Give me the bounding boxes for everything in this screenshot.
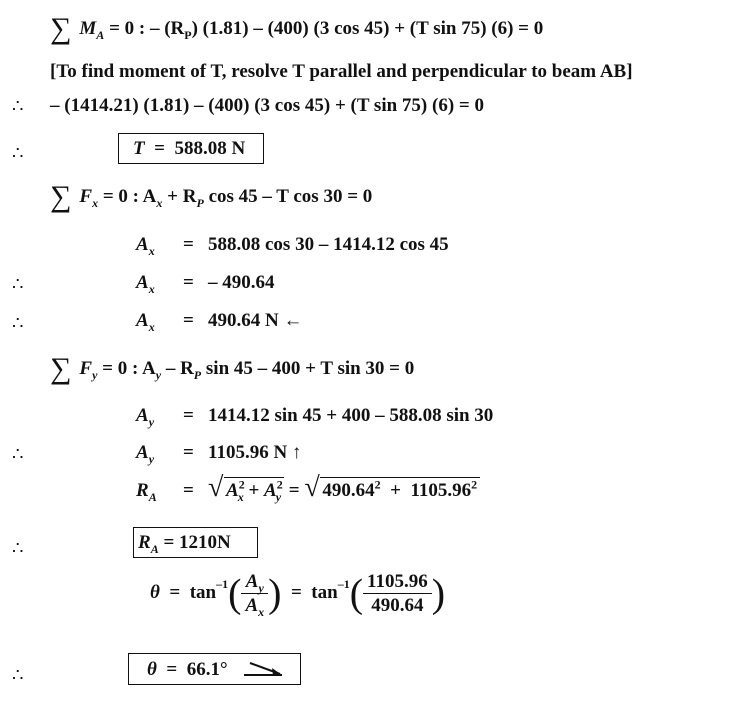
therefore-symbol: ∴ (12, 96, 24, 116)
therefore-symbol: ∴ (12, 665, 24, 685)
note-text: [To find moment of T, resolve T parallel and perpendicular to beam AB] (50, 61, 633, 82)
sqrt-symbol: √ $A^2_x + A^2_y$ (208, 472, 283, 504)
therefore-symbol: ∴ (12, 538, 24, 558)
therefore-symbol: ∴ (12, 313, 24, 333)
sigma-symbol: ∑ (50, 352, 72, 385)
therefore-symbol: ∴ (12, 444, 24, 464)
direction-arrow-icon (242, 659, 286, 677)
theta-equation: $\theta = \tan^{-1}$( $\frac{A_y}{A_x}$ ) = $\tan^{-1}$( $\frac{1105.96}{490.64}$ ) (150, 570, 446, 619)
fx-equation: ∑ $F_x = 0$ : $A_x + R_P$ cos 45 – T cos 30 = 0 (50, 180, 373, 213)
therefore-symbol: ∴ (12, 143, 24, 163)
tension-result-box: T = 588.08 N (118, 133, 264, 164)
therefore-symbol: ∴ (12, 274, 24, 294)
theta-result-box: θ = 66.1° (128, 653, 301, 685)
ra-result-box: $R_A = 1210N$ (133, 527, 258, 558)
fy-equation: ∑ $F_y = 0$ : $A_y - R_P$ sin 45 – 400 + T sin 30 = 0 (50, 352, 415, 385)
moment-substituted: – (1414.21) (1.81) – (400) (3 cos 45) + (T sin 75) (6) = 0 (50, 95, 484, 116)
sqrt-symbol: √ 490.64$^2$ + 1105.96$^2$ (304, 480, 480, 502)
moment-equation: ∑ $M_A = 0$ : – $(R_P)$ (1.81) – (400) (3 cos 45) + (T sin 75) (6) = 0 (50, 12, 544, 45)
sigma-symbol: ∑ (50, 180, 72, 213)
sigma-symbol: ∑ (50, 12, 72, 45)
